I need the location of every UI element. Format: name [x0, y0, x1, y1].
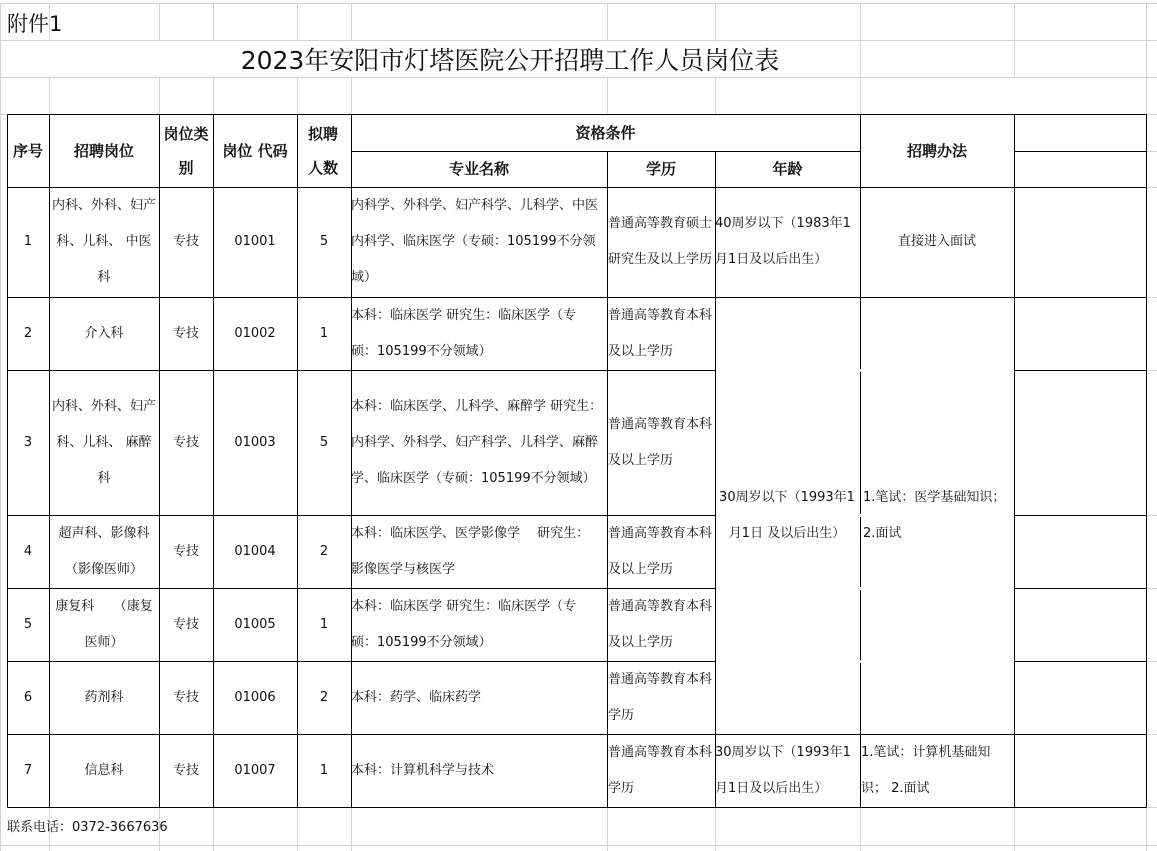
row-education: 普通高等教育本科及以上学历: [608, 307, 713, 359]
row-seq: 3: [23, 434, 33, 450]
row-count: 5: [319, 234, 329, 249]
header-code: 岗位 代码: [222, 141, 288, 160]
row-education: 普通高等教育本科学历: [608, 671, 713, 723]
row-seq: 6: [23, 689, 33, 705]
row-category: 专技: [172, 325, 199, 341]
row-category: 专技: [172, 434, 199, 450]
row-code: 01004: [234, 543, 276, 559]
row-age: 40周岁以下（1983年1月1日及以后出生）: [715, 216, 851, 267]
header-category: 岗位类别: [163, 124, 209, 177]
row-count: 1: [319, 325, 329, 341]
row-position: 内科、外科、妇产科、儿科、 中医科: [51, 198, 156, 285]
header-count: 拟聘人数: [307, 124, 338, 177]
row-code: 01001: [234, 234, 276, 249]
row-major: 本科：药学、临床药学: [351, 689, 482, 705]
row-education: 普通高等教育本科及以上学历: [608, 525, 713, 577]
row-education: 普通高等教育硕士研究生及以上学历: [608, 216, 713, 267]
row-major: 本科：计算机科学与技术: [351, 762, 495, 778]
row-count: 5: [319, 434, 329, 450]
row-count: 2: [319, 543, 329, 559]
header-age: 年龄: [772, 160, 803, 178]
method-merged-rows-2-6: 1.笔试：医学基础知识； 2.面试: [863, 489, 1006, 541]
row-seq: 1: [23, 234, 33, 249]
row-method: 1.笔试：计算机基础知识； 2.面试: [861, 744, 991, 796]
row-major: 本科：临床医学 研究生：临床医学（专硕：105199不分领域）: [351, 307, 577, 359]
row-position: 药剂科: [84, 689, 124, 705]
row-code: 01007: [234, 762, 276, 778]
row-count: 1: [319, 616, 329, 632]
row-position: 信息科: [84, 762, 124, 778]
header-education: 学历: [645, 160, 676, 178]
row-education: 普通高等教育本科及以上学历: [608, 598, 713, 650]
row-seq: 2: [23, 325, 33, 341]
row-major: 本科：临床医学 研究生：临床医学（专硕：105199不分领域）: [351, 598, 577, 650]
row-method: 直接进入面试: [897, 234, 976, 249]
row-code: 01003: [234, 434, 276, 450]
row-position: 康复科 （康复医师）: [55, 598, 153, 650]
header-seq: 序号: [12, 141, 43, 160]
row-major: 本科：临床医学、儿科学、麻醉学 研究生：内科学、外科学、妇产科学、儿科学、麻醉学、临床医学（专硕：105199不分领域）: [351, 398, 603, 486]
row-category: 专技: [172, 762, 199, 778]
row-education: 普通高等教育本科学历: [608, 744, 713, 796]
row-position: 超声科、影像科（影像医师）: [58, 525, 150, 577]
row-seq: 7: [23, 762, 33, 778]
row-count: 2: [319, 689, 329, 705]
header-position: 招聘岗位: [73, 141, 134, 160]
row-category: 专技: [172, 543, 199, 559]
row-age: 30周岁以下（1993年1月1日及以后出生）: [715, 744, 851, 796]
row-seq: 5: [23, 616, 33, 632]
header-method: 招聘办法: [906, 141, 967, 160]
row-education: 普通高等教育本科及以上学历: [608, 416, 713, 468]
row-category: 专技: [172, 234, 199, 249]
row-category: 专技: [172, 689, 199, 705]
header-qualifications: 资格条件: [575, 123, 636, 142]
row-code: 01006: [234, 689, 276, 705]
row-category: 专技: [172, 616, 199, 632]
age-merged-rows-2-6: 30周岁以下（1993年1月1日 及以后出生）: [719, 489, 855, 541]
annex-label: 附件1: [7, 12, 63, 36]
row-major: 内科学、外科学、妇产科学、儿科学、中医内科学、临床医学（专硕：105199不分领域）: [351, 198, 599, 285]
row-position: 介入科: [84, 325, 124, 341]
row-seq: 4: [23, 543, 33, 559]
row-code: 01005: [234, 616, 276, 632]
row-position: 内科、外科、妇产科、儿科、 麻醉科: [51, 398, 156, 486]
row-count: 1: [319, 762, 329, 778]
page-title: 2023年安阳市灯塔医院公开招聘工作人员岗位表: [240, 46, 780, 75]
row-code: 01002: [234, 325, 276, 341]
contact-phone: 联系电话：0372-3667636: [7, 819, 168, 835]
header-major: 专业名称: [448, 160, 509, 178]
row-major: 本科：临床医学、医学影像学 研究生：影像医学与核医学: [351, 525, 590, 577]
